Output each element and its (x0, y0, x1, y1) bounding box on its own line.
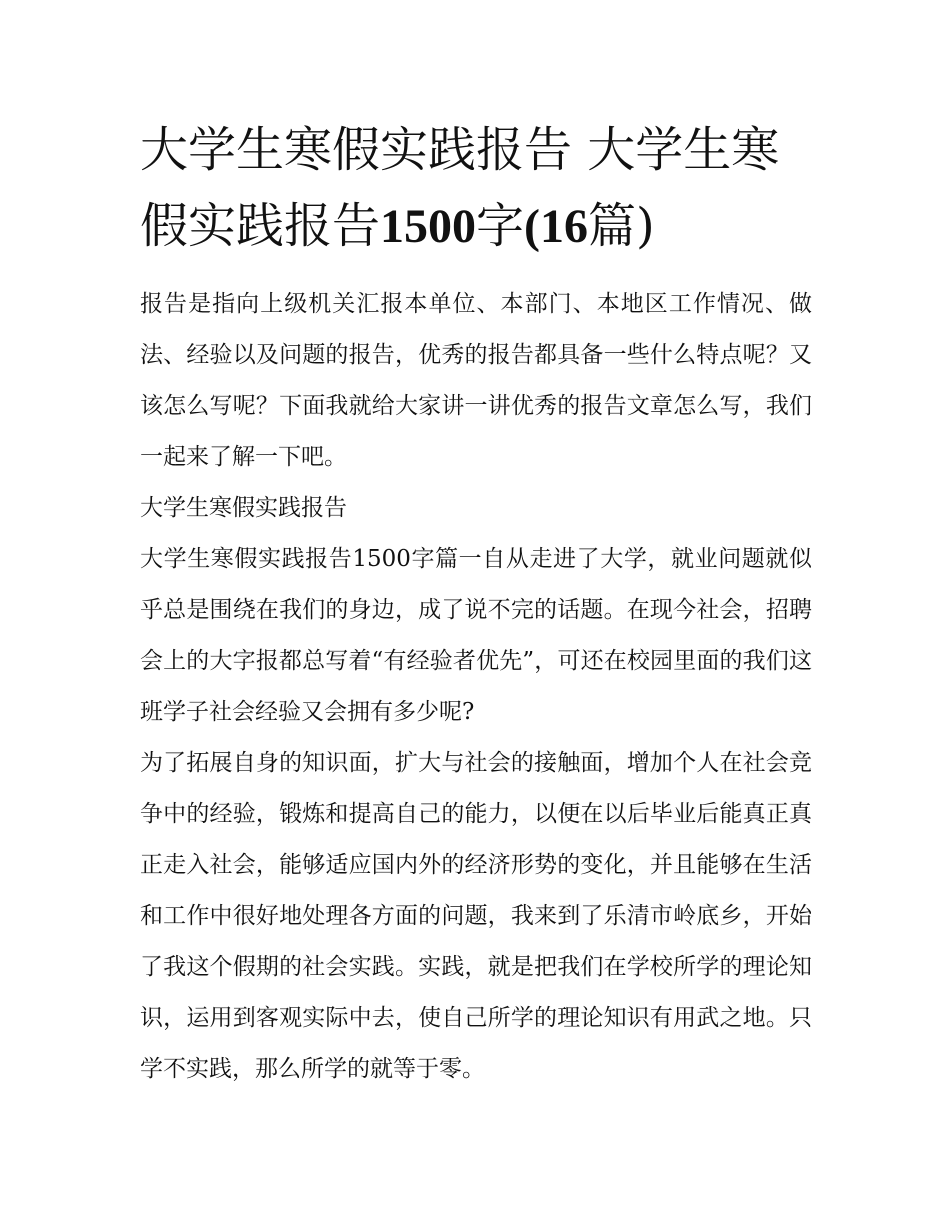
document-page (140, 112, 812, 1095)
body-paragraph-1: 大学生寒假实践报告1500字篇一自从走进了大学，就业问题就似乎总是围绕在我们的身边，成了说不完的话题。在现今社会，招聘会上的大字报都总写着“有经验者优先”，可还在校园里面的我们这班学子社会经验又会拥有多少呢? (140, 546, 812, 725)
intro-paragraph: 报告是指向上级机关汇报本单位、本部门、本地区工作情况、做法、经验以及问题的报告，优秀的报告都具备一些什么特点呢？又该怎么写呢？下面我就给大家讲一讲优秀的报告文章怎么写，我们一起来了解一下吧。 (140, 291, 812, 470)
title-text-part2: 字 (476, 198, 525, 254)
section-heading: 大学生寒假实践报告 (140, 495, 347, 521)
title-text-part1: 大学生寒假实践报告 大学生寒假实践报告 (140, 122, 780, 254)
title-number-1500: 1500 (380, 200, 477, 253)
body-paragraph-2: 为了拓展自身的知识面，扩大与社会的接触面，增加个人在社会竞争中的经验，锻炼和提高自己的能力，以便在以后毕业后能真正真正走入社会，能够适应国内外的经济形势的变化，并且能够在生活和工作中很好地处理各方面的问题，我来到了乐清市岭底乡，开始了我这个假期的社会实践。实践，就是把我们在学校所学的理论知识，运用到客观实际中去，使自己所学的理论知识有用武之地。只学不实践，那么所学的就等于零。 (140, 750, 812, 1082)
title-text-part3: 篇) (588, 198, 655, 254)
document-title (140, 112, 812, 265)
title-number-16: (16 (524, 200, 589, 253)
